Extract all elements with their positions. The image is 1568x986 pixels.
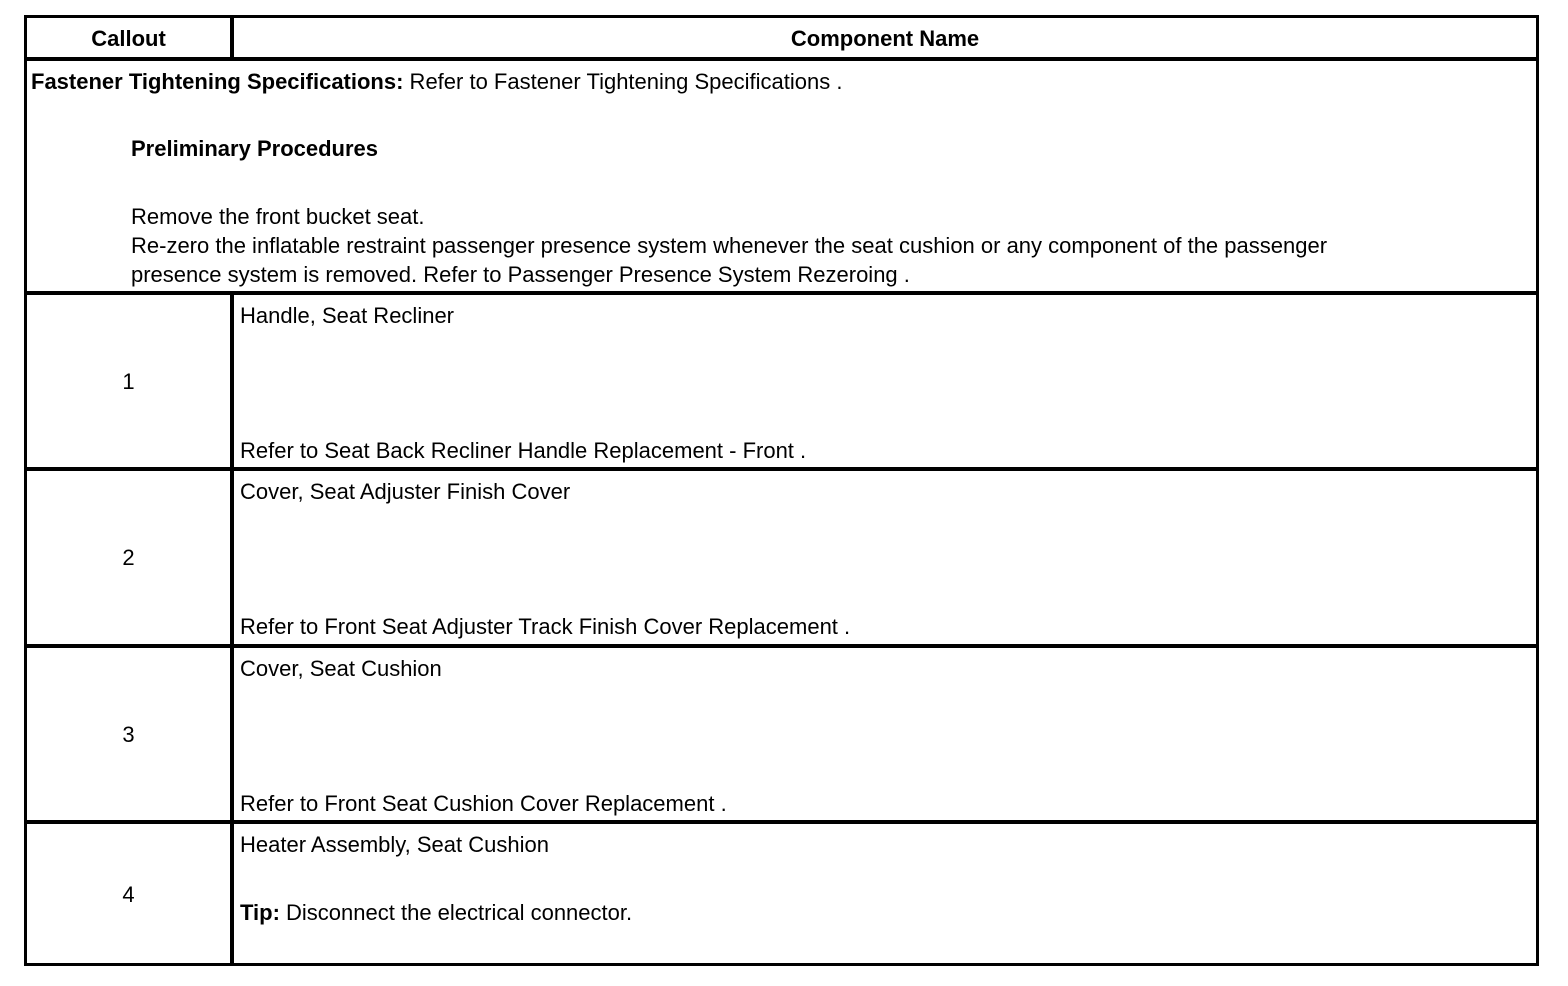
component-cell	[234, 648, 1536, 820]
callout-cell	[27, 824, 234, 963]
component-name: Cover, Seat Cushion	[240, 656, 442, 681]
component-reference: Refer to Front Seat Cushion Cover Replacement .	[240, 791, 727, 816]
preliminary-procedures-title: Preliminary Procedures	[131, 136, 379, 161]
table-row	[27, 648, 1536, 824]
callout-number: 4	[122, 882, 135, 907]
component-cell	[234, 824, 1536, 963]
preliminary-step-1: Remove the front bucket seat.	[131, 204, 425, 229]
component-table	[24, 15, 1539, 966]
tip-label: Tip:	[240, 900, 280, 925]
component-name-header: Component Name	[790, 26, 980, 51]
callout-cell	[27, 471, 234, 644]
table-row	[27, 295, 1536, 471]
component-cell	[234, 295, 1536, 467]
callout-number: 2	[122, 545, 135, 570]
table-row	[27, 471, 1536, 648]
preliminary-step-2-cont: presence system is removed. Refer to Passenger Presence System Rezeroing .	[131, 262, 910, 287]
component-reference: Refer to Front Seat Adjuster Track Finish Cover Replacement .	[240, 614, 851, 639]
intro-row	[27, 61, 1536, 295]
fastener-line	[31, 67, 842, 96]
component-reference: Refer to Seat Back Recliner Handle Replacement - Front .	[240, 438, 807, 463]
fastener-label: Fastener Tightening Specifications:	[31, 69, 404, 94]
callout-number: 3	[122, 722, 135, 747]
component-name: Heater Assembly, Seat Cushion	[240, 832, 549, 857]
callout-cell	[27, 295, 234, 467]
component-name-header-cell	[234, 18, 1536, 57]
component-name: Cover, Seat Adjuster Finish Cover	[240, 479, 571, 504]
tip-text: Disconnect the electrical connector.	[279, 900, 633, 925]
callout-header-cell	[27, 18, 234, 57]
preliminary-step-2: Re-zero the inflatable restraint passenger presence system whenever the seat cushion or any component of the passenger	[131, 233, 1328, 258]
callout-number: 1	[122, 369, 135, 394]
table-header-row	[27, 18, 1536, 61]
component-tip	[240, 898, 632, 927]
component-cell	[234, 471, 1536, 644]
fastener-text: Refer to Fastener Tightening Specifications .	[403, 69, 843, 94]
table-row	[27, 824, 1536, 963]
callout-cell	[27, 648, 234, 820]
component-name: Handle, Seat Recliner	[240, 303, 455, 328]
callout-header: Callout	[91, 26, 166, 51]
